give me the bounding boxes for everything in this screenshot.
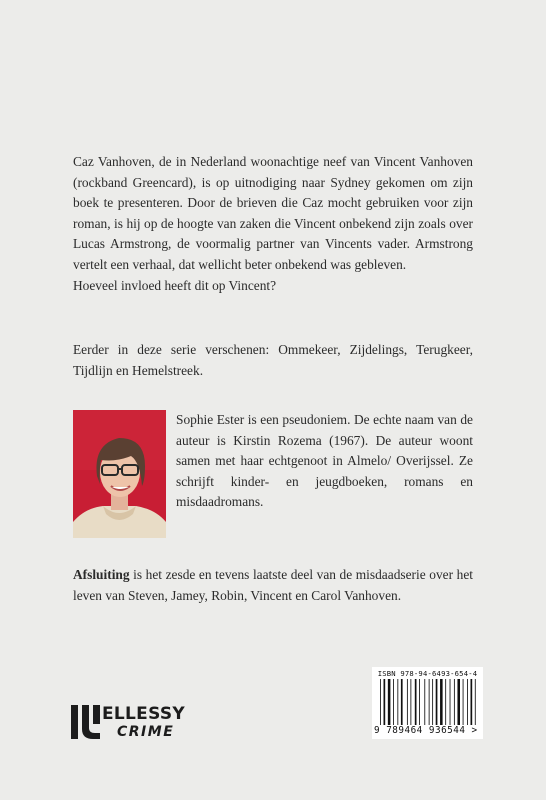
author-photo [73, 410, 166, 538]
series-list [73, 340, 473, 381]
publisher-logo [69, 702, 219, 742]
series-text: Eerder in deze serie verschenen: Ommekeer, Zijdelings, Terugkeer, Tijdlijn en Hemelstreek. [73, 342, 473, 378]
isbn-digits: 9 789464 936544 > [374, 725, 478, 736]
author-bio-text: Sophie Ester is een pseudoniem. De echte naam van de auteur is Kirstin Rozema (1967). De auteur woont samen met haar echtgenoot in Almelo/ Overijssel. Ze schrijft kinder- en jeugdboeken, romans en misdaadromans. [176, 412, 473, 510]
author-bio [176, 410, 473, 513]
publisher-name-top: ELLESSY [102, 704, 186, 724]
isbn-barcode-box [372, 667, 483, 739]
closing-text: is het zesde en tevens laatste deel van de misdaadserie over het leven van Steven, Jamey, Robin, Vincent en Carol Vanhoven. [73, 567, 473, 603]
blurb-question: Hoeveel invloed heeft dit op Vincent? [73, 277, 277, 293]
closing-paragraph [73, 565, 473, 606]
publisher-name-bottom: CRIME [117, 724, 175, 740]
closing-text-wrap [73, 565, 473, 606]
blurb-paragraph: Caz Vanhoven, de in Nederland woonachtige neef van Vincent Vanhoven (rockband Greencard), is op uitnodiging naar Sydney gekomen om zijn boek te presenteren. Door de brieven die Caz mocht gebruiken voor zijn roman, is hij op de hoogte van zaken die Vincent onbekend zijn zoals over Lucas Armstrong, de voormalig partner van Vincents vader. Armstrong vertelt een verhaal, dat wellicht beter onbekend was gebleven. [73, 154, 473, 272]
barcode-icon [378, 679, 478, 725]
isbn-label: ISBN 978-94-6493-654-4 [377, 669, 478, 678]
closing-title: Afsluiting [73, 567, 130, 582]
blurb [73, 152, 473, 296]
author-portrait-image [73, 410, 166, 538]
